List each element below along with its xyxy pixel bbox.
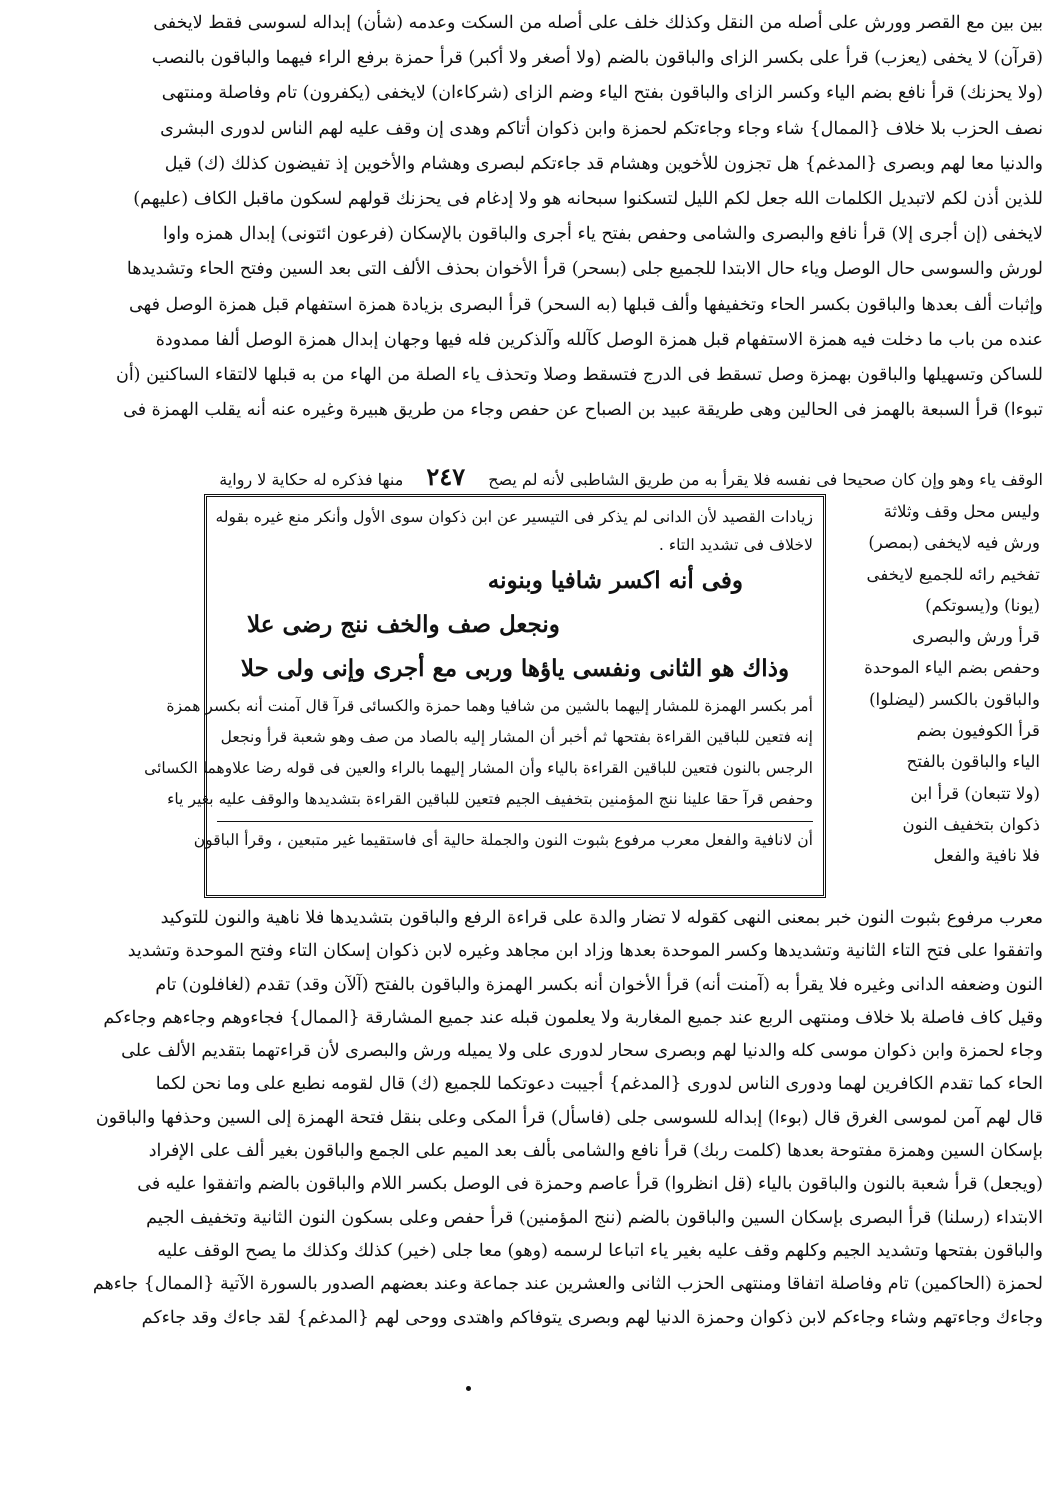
bottom-text-block [18,902,1043,1335]
side-column [858,496,1040,872]
text-line: معرب مرفوع بثبوت النون خبر بمعنى النهى كقوله لا تضار والدة على قراءة الرفع والباقون بتشديدها فلا ناهية والنون للتوكيد [160,908,1043,928]
text-line: الحاء كما تقدم الكافرين لهما ودورى الناس لدورى {المدغم} أجيبت دعوتكما للجميع (ك) قال لقومه نطبع على وما نحن لكما [155,1074,1043,1095]
text-line: للساكن وتسهيلها والباقون بهمزة وصل تسقط فى الدرج فتسقط وصلا وتحذف ياء الصلة من الهاء من به قبلها لالتقاء الساكنين (أن [115,364,1043,385]
text-line: (قرآن) لا يخفى (يعزب) قرأ على بكسر الزاى والباقون بالضم (ولا أصغر ولا أكبر) قرأ حمزة برفع الراء فيهما والباقون بالنصب [151,48,1043,69]
commentary-line: إنه فتعين للباقين القراءة بفتحها ثم أخبر أن المشار إليه بالصاد من صف وهو شعبة قرأ ونجعل [220,728,813,746]
text-line: النون وضعفه الدانى وغيره فلا يقرأ به (آمنت أنه) قرأ الأخوان أنه بكسر الهمزة والباقون بالفتح (آلآن وقد) تقدم (لغافلون) تام [155,974,1043,995]
commentary-line: أمر بكسر الهمزة للمشار إليهما بالشين من شافيا وهما حمزة والكسائى قرآ قال آمنت أنه بكسر همزة [166,697,813,715]
text-line: لورش والسوسى حال الوصل وياء حال الابتدا للجميع جلى (بسحر) قرأ الأخوان بحذف الألف التى بعد السين وفتح الحاء وتشديدها [126,259,1043,280]
text-line: (ولا تتبعان) قرأ ابن [910,783,1040,803]
print-dot [466,1386,471,1391]
text-line: قرأ ورش والبصرى [912,627,1040,647]
box-divider [217,821,813,822]
text-line: لايخفى (إن أجرى إلا) قرأ نافع والبصرى والشامى وحفص بفتح ياء أجرى والباقون بالإسكان (فرعون ائتونى) إبدال همزه واوا [162,224,1043,245]
box-footer-line: أن لانافية والفعل معرب مرفوع بثبوت النون والجملة حالية أى فاستقيما غير متبعين ، وقرأ الباقون [193,831,813,849]
poem-verse-2: ونجعل صف والخف ننج رضى علا [247,611,560,638]
text-line: وقيل كاف فاصلة بلا خلاف ومنتهى الربع عند جميع المغاربة ولا يعلمون قبله عند جميع المشارقة {الممال} فجاءوهم وجاءهم وجاءكم [103,1007,1043,1028]
text-line: قرأ الكوفيون بضم [916,721,1040,741]
inset-intro-line: لاخلاف فى تشديد التاء . [658,536,813,554]
text-line: ورش فيه لايخفى (بمصر) [868,533,1040,553]
verse-commentary-box [144,494,826,898]
text-segment: الوقف ياء وهو وإن كان صحيحا فى نفسه فلا يقرأ به من طريق الشاطبى لأنه لم يصح [488,470,1043,489]
text-line: بإسكان السين وهمزة مفتوحة بعدها (كلمت ربك) قرأ نافع والشامى بألف بعد الميم على الجمع والباقون بغير ألف على الإفراد [148,1141,1043,1162]
poem-verse-1: وفى أنه اكسر شافيا وبنونه [487,567,743,594]
top-text-block [18,6,1043,428]
text-line: وليس محل وقف وثلاثة [883,502,1040,521]
page-number-line [18,460,1043,494]
text-line: الياء والباقون بالفتح [906,752,1040,772]
poem-verse-3: وذاك هو الثانى ونفسى ياؤها وربى مع أجرى وإنى ولى حلا [240,655,790,682]
text-line: (ولا يحزنك) قرأ نافع بضم الياء وكسر الزاى والباقون بفتح الياء وضم الزاى (شركاءان) لايخفى (يكفرون) تام وفاصلة ومنتهى [161,83,1043,104]
page-number: ٢٤٧ [426,462,466,491]
text-line: قال لهم آمن لموسى الغرق قال (بوءا) إبداله للسوسى جلى (فاسأل) قرأ المكى وعلى بنقل فتحة الهمزة إلى السين وحذفها والباقون [95,1107,1043,1128]
text-line: لحمزة (الحاكمين) تام وفاصلة اتفاقا ومنتهى الحزب الثانى والعشرين عند جماعة وعند بعضهم الصدور بالسورة الآتية {الممال} جاءهم [92,1274,1043,1295]
text-line: فلا نافية والفعل [933,846,1040,866]
text-line: بين بين مع القصر وورش على أصله من النقل وكذلك خلف على أصله من السكت وعدمه (شأن) إبداله لسوسى فقط لايخفى [153,13,1043,33]
text-line: (يونا) و(يسوتكم) [925,595,1040,615]
inset-intro-line: زيادات القصيد لأن الدانى لم يذكر فى التيسير عن ابن ذكوان سوى الأول وأنكر منع غيره بقوله [215,508,813,526]
commentary-line: الرجس بالنون فتعين للباقين القراءة بالياء وأن المشار إليهما بالراء والعين فى قوله رضا علاوهما الكسائى [144,759,813,777]
text-line: وجاءك وجاءتهم وشاء وجاءكم لابن ذكوان وحمزة الدنيا لهم وبصرى يتوفاكم واهتدى ووحى لهم {المدغم} لقد جاءك وقد جاءكم [141,1307,1043,1328]
text-line: وجاء لحمزة وابن ذكوان موسى كله والدنيا لهم وبصرى سحار لدورى على ولا يميله ورش والبصرى لأن قراءتهما بتقديم الألف على [121,1041,1043,1062]
text-line: والباقون بالكسر (ليضلوا) [869,689,1040,709]
text-line: نصف الحزب بلا خلاف {الممال} شاء وجاء وجاءتكم لحمزة وابن ذكوان أتاكم وهدى إن وقف عليه لهم الناس لدورى البشرى [160,118,1043,139]
text-line: للذين أذن لكم لاتبديل الكلمات الله جعل لكم الليل لتسكنوا سبحانه هو ولا إدغام فى يحزنك قولهم لسكون ماقبل الكاف (عليهم) [133,188,1043,209]
text-line: واتفقوا على فتح التاء الثانية وتشديدها وكسر الموحدة بعدها وزاد ابن مجاهد وغيره لابن ذكوان إسكان التاء وفتح الموحدة وتشديد [127,941,1043,962]
text-line: (ويجعل) قرأ شعبة بالنون والباقون بالياء (قل انظروا) قرأ عاصم وحمزة فى الوصل بكسر اللام والباقون بالضم واتفقوا عليه فى [137,1174,1043,1195]
text-line: تفخيم رائه للجميع لايخفى [866,564,1040,584]
text-line: والدنيا معا لهم وبصرى {المدغم} هل تجزون للأخوين وهشام قد جاءتكم لبصرى وهشام والأخوين إذ تفيضون كذلك (ك) قيل [164,153,1043,174]
commentary-line: وحفص قرآ حقا علينا ننج المؤمنين بتخفيف الجيم فتعين للباقين القراءة بتشديدها والوقف عليه بغير ياء [167,790,813,808]
text-line: والباقون بفتحها وتشديد الجيم وكلهم وقف عليه بغير ياء اتباعا لرسمه (وهو) معا جلى (خير) كذلك وكذلك ما يصح الوقف عليه [157,1240,1043,1261]
text-line: ذكوان بتخفيف النون [902,814,1040,834]
text-line: وحفص بضم الياء الموحدة [864,658,1040,678]
text-line: عنده من باب ما دخلت فيه همزة الاستفهام قبل همزة الوصل كآلله وآلذكرين فله فيها وجهان إبدال همزة الوصل ألفا ممدودة [155,329,1043,350]
text-line: تبوءا) قرأ السبعة بالهمز فى الحالين وهى طريقة عبيد بن الصباح عن حفص وجاء من طريق هبيرة وغيره عنه أنه يقلب الهمزة فى [123,400,1043,421]
text-segment: منها فذكره له حكاية لا رواية [219,470,404,489]
text-line: وإثبات ألف بعدها والباقون بكسر الحاء وتخفيفها وألف قبلها (به السحر) قرأ البصرى بزيادة همزة استفهام قبل همزة الوصل فهى [128,294,1043,315]
text-line: الابتداء (رسلنا) قرأ البصرى بإسكان السين والباقون بالضم (ننج المؤمنين) قرأ حفص وعلى بسكون النون الثانية وتخفيف الجيم [146,1207,1043,1228]
